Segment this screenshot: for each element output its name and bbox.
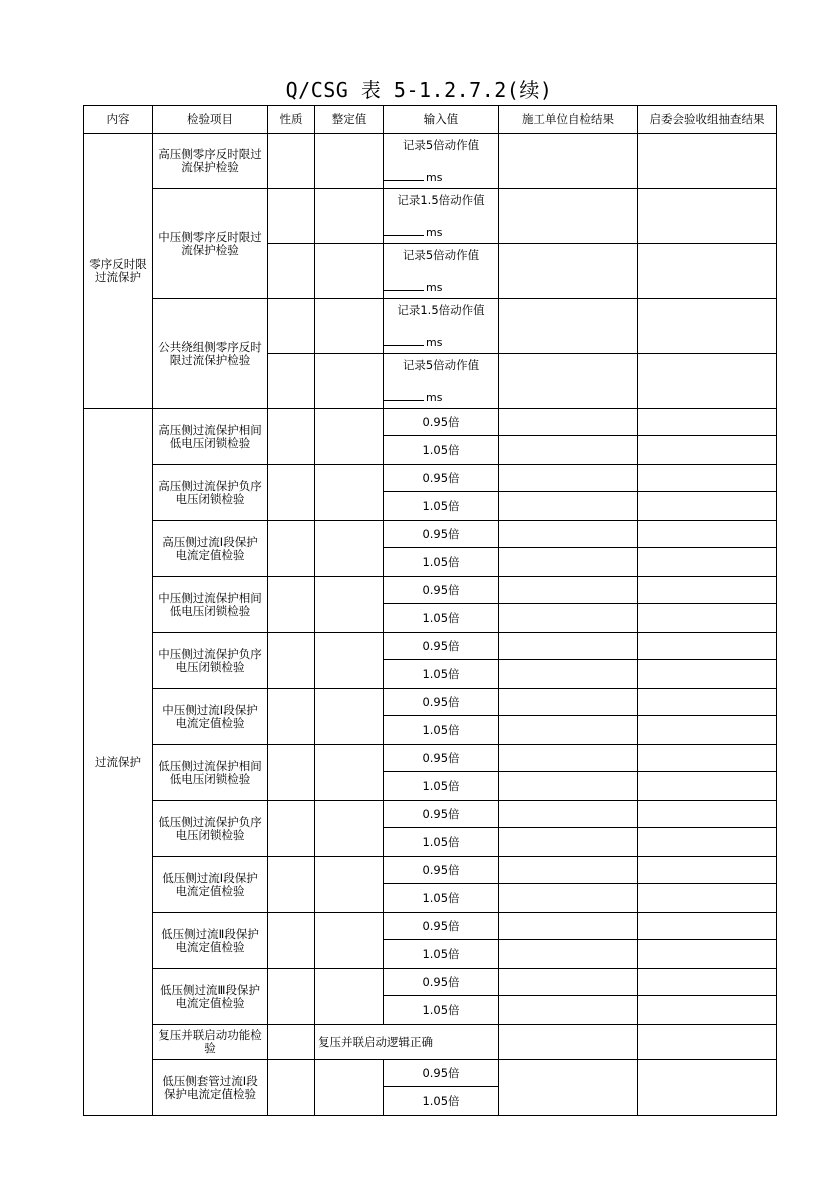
- self-check-result: [499, 996, 638, 1025]
- self-check-result: [499, 465, 638, 492]
- nature-cell: [268, 633, 315, 689]
- inspection-item: 低压侧过流I段保护电流定值检验: [153, 857, 268, 913]
- acceptance-result: [638, 996, 777, 1025]
- setting-cell: [315, 633, 384, 689]
- nature-cell: [268, 465, 315, 521]
- table-row: [84, 913, 777, 940]
- multiple-value: 0.95倍: [384, 857, 499, 884]
- self-check-result: [499, 299, 638, 354]
- nature-cell: [268, 969, 315, 1025]
- inspection-item: 中压侧零序反时限过流保护检验: [153, 189, 268, 299]
- self-check-result: [499, 409, 638, 436]
- self-check-result: [499, 857, 638, 884]
- input-value-cell: [384, 134, 499, 189]
- nature-cell: [268, 745, 315, 801]
- acceptance-result: [638, 857, 777, 884]
- record-label: 记录1.5倍动作值: [397, 193, 485, 207]
- multiple-value: 0.95倍: [384, 633, 499, 660]
- record-blank: [384, 280, 442, 294]
- nature-cell: [268, 299, 315, 354]
- multiple-value: 1.05倍: [384, 436, 499, 465]
- inspection-item: 中压侧过流保护负序电压闭锁检验: [153, 633, 268, 689]
- self-check-result: [499, 801, 638, 828]
- inspection-item: 低压侧过流Ⅱ段保护电流定值检验: [153, 913, 268, 969]
- inspection-item: 公共绕组侧零序反时限过流保护检验: [153, 299, 268, 409]
- setting-cell: [315, 409, 384, 465]
- inspection-item: 高压侧零序反时限过流保护检验: [153, 134, 268, 189]
- acceptance-result: [638, 134, 777, 189]
- input-value-cell: [384, 354, 499, 409]
- table-row: [84, 465, 777, 492]
- inspection-table: [83, 105, 777, 1116]
- multiple-value: 1.05倍: [384, 548, 499, 577]
- inspection-item: 低压侧过流保护负序电压闭锁检验: [153, 801, 268, 857]
- self-check-result: [499, 660, 638, 689]
- record-label: 记录5倍动作值: [402, 358, 480, 372]
- inspection-item: 复压并联启动功能检验: [153, 1025, 268, 1060]
- self-check-result: [499, 689, 638, 716]
- column-header: 输入值: [384, 106, 499, 134]
- unit-label: ms: [426, 391, 443, 404]
- inspection-item: 低压侧过流Ⅲ段保护电流定值检验: [153, 969, 268, 1025]
- record-label: 记录5倍动作值: [402, 248, 480, 262]
- document-title: Q/CSG 表 5-1.2.7.2(续): [285, 78, 553, 102]
- acceptance-result: [638, 969, 777, 996]
- acceptance-result: [638, 409, 777, 436]
- multiple-value: 1.05倍: [384, 660, 499, 689]
- setting-cell: [315, 521, 384, 577]
- self-check-result: [499, 884, 638, 913]
- table-row: [84, 857, 777, 884]
- self-check-result: [499, 604, 638, 633]
- acceptance-result: [638, 465, 777, 492]
- acceptance-result: [638, 354, 777, 409]
- acceptance-result: [638, 940, 777, 969]
- table-row: [84, 969, 777, 996]
- self-check-result: [499, 1025, 638, 1060]
- record-label: 记录5倍动作值: [402, 138, 480, 152]
- input-value-cell: [384, 244, 499, 299]
- blank-line: [384, 390, 424, 401]
- inspection-item: 中压侧过流I段保护电流定值检验: [153, 689, 268, 745]
- record-blank: [384, 225, 442, 239]
- nature-cell: [268, 189, 315, 244]
- nature-cell: [268, 521, 315, 577]
- acceptance-result: [638, 801, 777, 828]
- setting-cell: [315, 801, 384, 857]
- multiple-value: 0.95倍: [384, 689, 499, 716]
- acceptance-result: [638, 828, 777, 857]
- acceptance-result: [638, 1060, 777, 1116]
- nature-cell: [268, 913, 315, 969]
- setting-cell: [315, 913, 384, 969]
- multiple-value: 0.95倍: [384, 1060, 499, 1087]
- multiple-value: 0.95倍: [384, 409, 499, 436]
- self-check-result: [499, 354, 638, 409]
- setting-cell: [315, 745, 384, 801]
- table-row: [84, 134, 777, 189]
- column-header: 检验项目: [153, 106, 268, 134]
- multiple-value: 0.95倍: [384, 465, 499, 492]
- multiple-value: 1.05倍: [384, 492, 499, 521]
- acceptance-result: [638, 189, 777, 244]
- inspection-item: 低压侧过流保护相间低电压闭锁检验: [153, 745, 268, 801]
- self-check-result: [499, 436, 638, 465]
- table-row: [84, 633, 777, 660]
- multiple-value: 1.05倍: [384, 772, 499, 801]
- multiple-value: 1.05倍: [384, 604, 499, 633]
- acceptance-result: [638, 548, 777, 577]
- acceptance-result: [638, 913, 777, 940]
- inspection-item: 高压侧过流保护相间低电压闭锁检验: [153, 409, 268, 465]
- self-check-result: [499, 134, 638, 189]
- acceptance-result: [638, 299, 777, 354]
- multiple-value: 1.05倍: [384, 996, 499, 1025]
- setting-cell: [315, 134, 384, 189]
- table-row: [84, 1060, 777, 1087]
- setting-cell: [315, 354, 384, 409]
- table-row: [84, 409, 777, 436]
- self-check-result: [499, 828, 638, 857]
- record-blank: [384, 390, 442, 404]
- acceptance-result: [638, 492, 777, 521]
- nature-cell: [268, 801, 315, 857]
- table-row: [84, 1025, 777, 1060]
- multiple-value: 1.05倍: [384, 940, 499, 969]
- table-row: [84, 745, 777, 772]
- section-label: 过流保护: [84, 409, 153, 1116]
- column-header: 整定值: [315, 106, 384, 134]
- acceptance-result: [638, 745, 777, 772]
- unit-label: ms: [426, 171, 443, 184]
- self-check-result: [499, 1060, 638, 1116]
- multiple-value: 1.05倍: [384, 716, 499, 745]
- self-check-result: [499, 577, 638, 604]
- setting-cell: [315, 1060, 384, 1116]
- acceptance-result: [638, 660, 777, 689]
- self-check-result: [499, 940, 638, 969]
- table-row: [84, 689, 777, 716]
- record-blank: [384, 335, 442, 349]
- acceptance-result: [638, 772, 777, 801]
- nature-cell: [268, 1060, 315, 1116]
- multiple-value: 0.95倍: [384, 969, 499, 996]
- setting-cell: [315, 244, 384, 299]
- table-row: [84, 521, 777, 548]
- unit-label: ms: [426, 336, 443, 349]
- input-value-cell: [384, 299, 499, 354]
- nature-cell: [268, 1025, 315, 1060]
- acceptance-result: [638, 577, 777, 604]
- multiple-value: 1.05倍: [384, 884, 499, 913]
- nature-cell: [268, 689, 315, 745]
- acceptance-result: [638, 244, 777, 299]
- acceptance-result: [638, 521, 777, 548]
- nature-cell: [268, 134, 315, 189]
- record-label: 记录1.5倍动作值: [397, 303, 485, 317]
- blank-line: [384, 225, 424, 236]
- multiple-value: 1.05倍: [384, 828, 499, 857]
- acceptance-result: [638, 884, 777, 913]
- parallel-result: 复压并联启动逻辑正确: [315, 1025, 499, 1060]
- blank-line: [384, 335, 424, 346]
- self-check-result: [499, 492, 638, 521]
- multiple-value: 0.95倍: [384, 801, 499, 828]
- acceptance-result: [638, 633, 777, 660]
- setting-cell: [315, 689, 384, 745]
- self-check-result: [499, 913, 638, 940]
- record-blank: [384, 170, 442, 184]
- self-check-result: [499, 633, 638, 660]
- self-check-result: [499, 772, 638, 801]
- setting-cell: [315, 577, 384, 633]
- acceptance-result: [638, 604, 777, 633]
- setting-cell: [315, 465, 384, 521]
- setting-cell: [315, 857, 384, 913]
- multiple-value: 0.95倍: [384, 745, 499, 772]
- unit-label: ms: [426, 226, 443, 239]
- inspection-item: 低压侧套管过流I段保护电流定值检验: [153, 1060, 268, 1116]
- multiple-value: 0.95倍: [384, 577, 499, 604]
- inspection-item: 高压侧过流保护负序电压闭锁检验: [153, 465, 268, 521]
- table-row: [84, 801, 777, 828]
- section-label: 零序反时限过流保护: [84, 134, 153, 409]
- table-row: [84, 189, 777, 244]
- self-check-result: [499, 244, 638, 299]
- nature-cell: [268, 244, 315, 299]
- multiple-value: 1.05倍: [384, 1087, 499, 1116]
- inspection-item: 中压侧过流保护相间低电压闭锁检验: [153, 577, 268, 633]
- nature-cell: [268, 409, 315, 465]
- unit-label: ms: [426, 281, 443, 294]
- column-header: 内容: [84, 106, 153, 134]
- self-check-result: [499, 716, 638, 745]
- acceptance-result: [638, 716, 777, 745]
- nature-cell: [268, 857, 315, 913]
- column-header: 施工单位自检结果: [499, 106, 638, 134]
- multiple-value: 0.95倍: [384, 521, 499, 548]
- self-check-result: [499, 745, 638, 772]
- acceptance-result: [638, 436, 777, 465]
- table-row: [84, 299, 777, 354]
- column-header: 启委会验收组抽查结果: [638, 106, 777, 134]
- nature-cell: [268, 577, 315, 633]
- setting-cell: [315, 189, 384, 244]
- table-row: [84, 106, 777, 134]
- setting-cell: [315, 299, 384, 354]
- acceptance-result: [638, 1025, 777, 1060]
- blank-line: [384, 170, 424, 181]
- self-check-result: [499, 189, 638, 244]
- self-check-result: [499, 521, 638, 548]
- acceptance-result: [638, 689, 777, 716]
- self-check-result: [499, 548, 638, 577]
- table-row: [84, 577, 777, 604]
- blank-line: [384, 280, 424, 291]
- multiple-value: 0.95倍: [384, 913, 499, 940]
- input-value-cell: [384, 189, 499, 244]
- column-header: 性质: [268, 106, 315, 134]
- nature-cell: [268, 354, 315, 409]
- self-check-result: [499, 969, 638, 996]
- setting-cell: [315, 969, 384, 1025]
- inspection-item: 高压侧过流I段保护电流定值检验: [153, 521, 268, 577]
